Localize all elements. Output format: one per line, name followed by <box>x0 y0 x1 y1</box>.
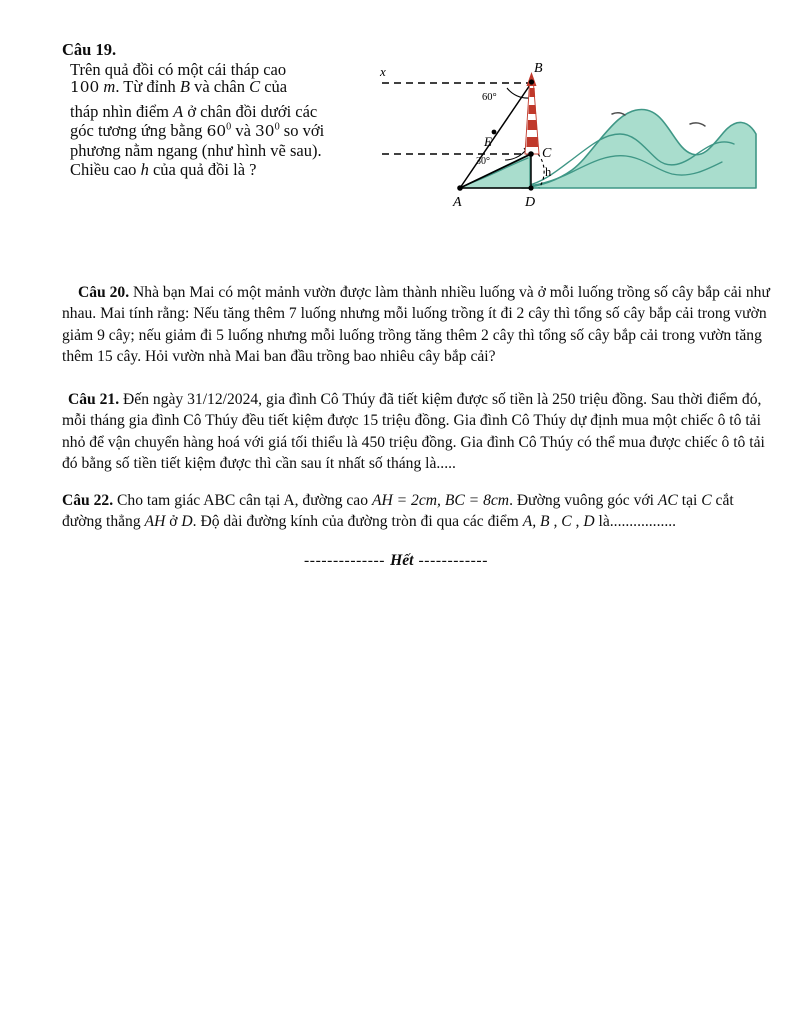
q22-math-abcd: A, B , C , D <box>522 513 595 531</box>
q22-math-c: C <box>701 492 712 509</box>
footer-het-label: Hết <box>390 552 414 569</box>
question-21-text: Đến ngày 31/12/2024, gia đình Cô Thúy đã tiết kiệm được số tiền là 250 triệu đồng. Sau thời điểm đó, mỗi tháng gia đình Cô Thúy đều tiết kiệm được 15 triệu đồng. Gia đình Cô Thúy dự định mua một chiếc ô tô tải nhỏ để vận chuyển hàng hoá với giá tối thiểu là 450 triệu đồng. Gia đình Cô Thúy có thể mua được chiếc ô tô tải đó bằng số tiền tiết kiệm được thì cần sau ít nhất số tháng là..... <box>62 391 765 473</box>
bird-icon-right <box>690 123 705 126</box>
question-22-paragraph <box>62 490 772 533</box>
q22-math-ac: AC <box>657 492 678 509</box>
q22-t-d: cắt đường thẳng <box>62 492 734 531</box>
question-22-label: Câu 22. <box>62 492 114 509</box>
question-19-figure <box>368 58 758 216</box>
q19-deg-1: 0 <box>226 121 232 133</box>
end-of-exam-footer <box>0 552 792 570</box>
q19-var-h: h <box>140 160 149 179</box>
q22-math-ah2: AH <box>144 513 166 531</box>
label-d: D <box>525 195 536 210</box>
vertex-a <box>457 185 463 191</box>
q19-value-100: 100 <box>70 78 100 96</box>
vertex-c <box>528 151 534 157</box>
q19-l3-t1: tháp nhìn điểm <box>70 101 169 121</box>
q22-t-g: là................. <box>598 513 677 531</box>
question-19-label: Câu 19. <box>62 40 117 59</box>
label-h: h <box>545 165 552 179</box>
label-c: C <box>542 146 552 161</box>
q22-math-ah: AH = 2cm, <box>371 492 441 509</box>
q19-point-c: C <box>249 77 261 96</box>
question-21-label: Câu 21. <box>68 391 120 408</box>
question-21-paragraph <box>62 389 772 475</box>
vertex-b <box>529 79 534 84</box>
question-22-block <box>62 490 772 533</box>
question-19-line-4 <box>70 123 372 140</box>
label-e: E <box>484 134 492 149</box>
q19-point-b: B <box>179 77 190 96</box>
q22-math-d: D <box>181 513 193 531</box>
label-a: A <box>453 195 462 210</box>
question-19-line-3 <box>70 101 372 121</box>
lighthouse-tower <box>518 72 552 154</box>
q19-l1-text: Trên quả đồi có một cái tháp cao <box>70 59 287 79</box>
label-x: x <box>380 64 386 79</box>
q19-l2-t1: . Từ đỉnh <box>115 77 176 96</box>
q22-t-f: . Độ dài đường kính của đường tròn đi qua các điểm <box>192 513 519 531</box>
q19-l4-t3: so với <box>283 121 325 140</box>
label-b: B <box>534 61 543 76</box>
q19-l6-t2: của quả đồi là ? <box>152 160 257 179</box>
q22-t-c: tại <box>681 492 698 509</box>
question-20-label: Câu 20. <box>78 284 130 301</box>
q22-t-b: . Đường vuông góc với <box>509 492 654 509</box>
bird-icon-left <box>612 113 625 115</box>
question-21-block <box>62 389 772 475</box>
question-19-line-1 <box>70 59 372 79</box>
footer-dash-left: -------------- <box>303 552 386 569</box>
angle-arc-60 <box>507 88 529 98</box>
label-angle-60: 60° <box>482 92 497 103</box>
q19-point-a: A <box>173 101 184 121</box>
question-19-line-2 <box>70 79 372 96</box>
q19-angle-60: 60 <box>206 122 227 140</box>
q19-l3-t2: ở chân đồi dưới các <box>187 101 318 121</box>
q22-math-bc: BC = 8cm <box>444 492 510 509</box>
q22-t-a: Cho tam giác ABC cân tại A, đường cao <box>117 492 369 509</box>
q19-l4-t2: và <box>235 121 251 140</box>
q19-deg-2: 0 <box>274 121 280 133</box>
q19-l4-t1: góc tương ứng bằng <box>70 121 203 140</box>
q19-l6-t1: Chiều cao <box>70 160 137 179</box>
footer-dash-right: ------------ <box>418 552 488 569</box>
question-20-block <box>62 282 772 368</box>
q19-l2-t3: của <box>264 77 288 96</box>
q19-l2-t2: và chân <box>194 77 245 96</box>
q19-l5-text: phương nằm ngang (như hình vẽ sau). <box>70 140 322 160</box>
q22-t-e: ở <box>169 513 178 531</box>
q19-angle-30: 30 <box>255 122 275 140</box>
question-19-block <box>62 42 372 179</box>
question-20-text: Nhà bạn Mai có một mảnh vườn được làm thành nhiều luống và ở mỗi luống trồng số cây bắp cải như nhau. Mai tính rằng: Nếu tăng thêm 7 luống nhưng mỗi luống trồng ít đi 2 cây thì tổng số cây bắp cải trong vườn giảm 9 cây; nếu giảm đi 5 luống nhưng mỗi luống trồng tăng thêm 2 cây thì tổng số cây bắp cải trong vườn tăng thêm 15 cây. Hỏi vườn nhà Mai ban đầu trồng bao nhiêu cây bắp cải? <box>62 284 770 366</box>
vertex-e <box>492 130 497 135</box>
question-19-line-6 <box>70 162 372 179</box>
question-19-line-5 <box>70 140 372 160</box>
q19-unit-m: m <box>103 77 116 96</box>
vertex-d <box>528 185 533 190</box>
label-angle-30: 30° <box>476 156 490 167</box>
question-20-paragraph <box>62 282 772 368</box>
hill-range-shape <box>522 110 756 189</box>
